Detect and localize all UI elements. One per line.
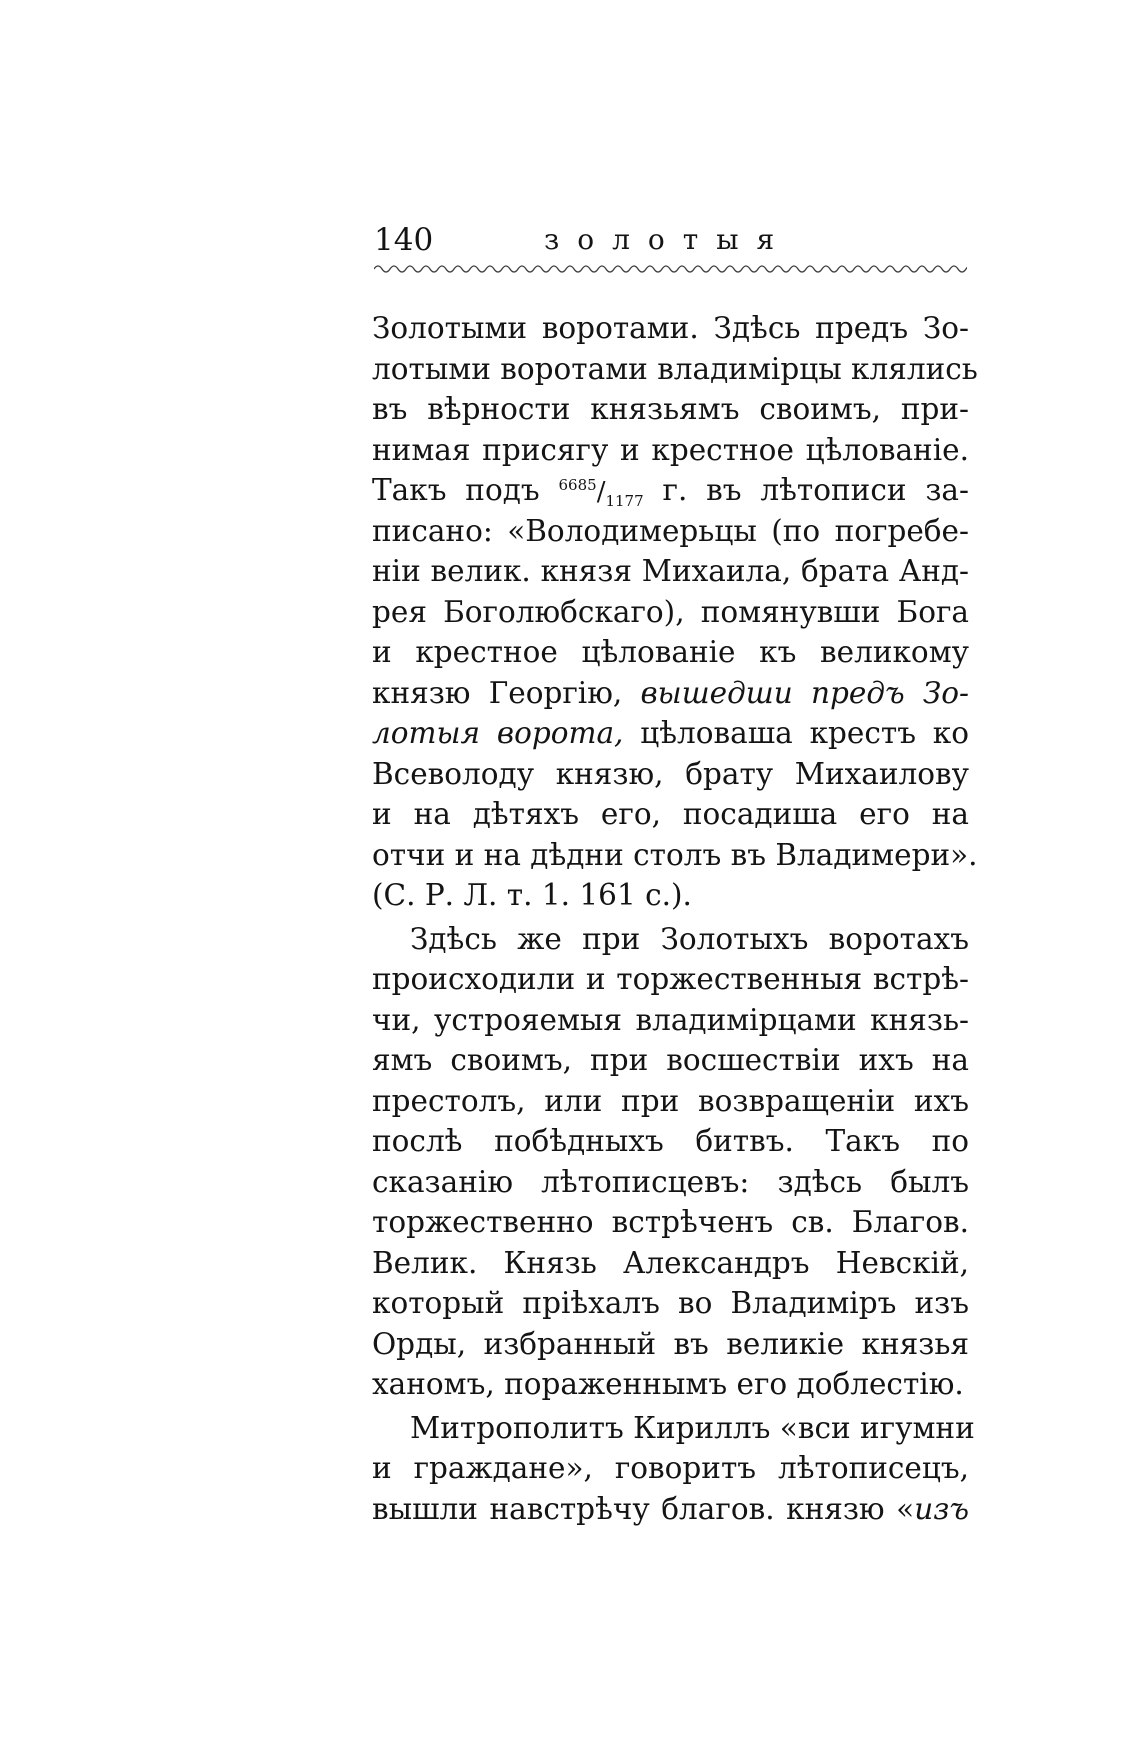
page-number: 140 — [374, 222, 434, 258]
paragraph-first-line: Здѣсь же при Золотыхъ воротахъ — [410, 921, 969, 956]
text-line: послѣ побѣдныхъ битвъ. Такъ по — [372, 1124, 969, 1158]
ornamental-rule — [374, 263, 967, 275]
text-line: нимая присягу и крестное цѣлованіе. — [372, 432, 969, 467]
text-line: рея Боголюбскаго), помянувши Бога — [372, 594, 969, 629]
text-line: торжественно встрѣченъ св. Благов. — [372, 1205, 969, 1239]
fraction-slash: / — [596, 477, 606, 507]
text-line: и на дѣтяхъ его, посадиша его на — [372, 797, 969, 831]
text-line — [372, 1489, 969, 1530]
text-line — [372, 713, 969, 754]
italic-quote: вышедши предъ Зо- — [640, 675, 969, 710]
text-line: ніи велик. князя Михаила, брата Анд- — [372, 554, 969, 588]
text-line: въ вѣрности князьямъ своимъ, при- — [372, 392, 969, 426]
text-run: Такъ подъ — [372, 473, 559, 507]
text-line: Орды, избранный въ великіе князья — [372, 1326, 969, 1361]
text-line: Золотыми воротами. Здѣсь предъ Зо- — [372, 311, 969, 345]
text-line: происходили и торжественныя встрѣ- — [372, 962, 969, 996]
text-line: ханомъ, пораженнымъ его доблестію. — [372, 1367, 964, 1401]
year-subscript: 1177 — [605, 492, 644, 510]
text-line — [372, 673, 969, 714]
paragraph-first-line: Митрополитъ Кириллъ «вси игумни — [410, 1410, 975, 1445]
text-line: чи, устрояемыя владимірцами князь- — [372, 1002, 969, 1037]
text-line — [372, 470, 969, 511]
text-line: сказанію лѣтописцевъ: здѣсь былъ — [372, 1164, 969, 1199]
text-line: писано: «Володимерьцы (по погребе- — [372, 513, 969, 548]
italic-quote: изъ — [914, 1491, 969, 1526]
text-run: г. въ лѣтописи за- — [643, 473, 969, 507]
running-title: золотыя — [544, 223, 793, 256]
text-run: цѣловаша крестъ ко — [623, 716, 969, 750]
text-line: отчи и на дѣдни столъ въ Владимери». — [372, 837, 978, 872]
italic-quote: лотыя ворота, — [372, 716, 624, 750]
year-superscript: 6685 — [558, 476, 597, 494]
text-line: лотыми воротами владимірцы клялись — [372, 351, 978, 386]
text-line: и крестное цѣлованіе къ великому — [372, 635, 969, 669]
running-header — [374, 220, 967, 260]
text-line: ямъ своимъ, при восшествіи ихъ на — [372, 1043, 969, 1077]
body-text — [372, 308, 978, 1529]
text-line: и граждане», говоритъ лѣтописецъ, — [372, 1451, 969, 1485]
text-line: который пріѣхалъ во Владиміръ изъ — [372, 1286, 969, 1320]
text-run: князю Георгію, — [372, 675, 641, 710]
citation-line: (С. Р. Л. т. 1. 161 с.). — [372, 878, 692, 912]
text-line: Велик. Князь Александръ Невскій, — [372, 1245, 969, 1280]
text-run: вышли навстрѣчу благов. князю « — [372, 1491, 915, 1526]
text-line: престолъ, или при возвращеніи ихъ — [372, 1083, 969, 1118]
text-line: Всеволоду князю, брату Михаилову — [372, 756, 969, 791]
